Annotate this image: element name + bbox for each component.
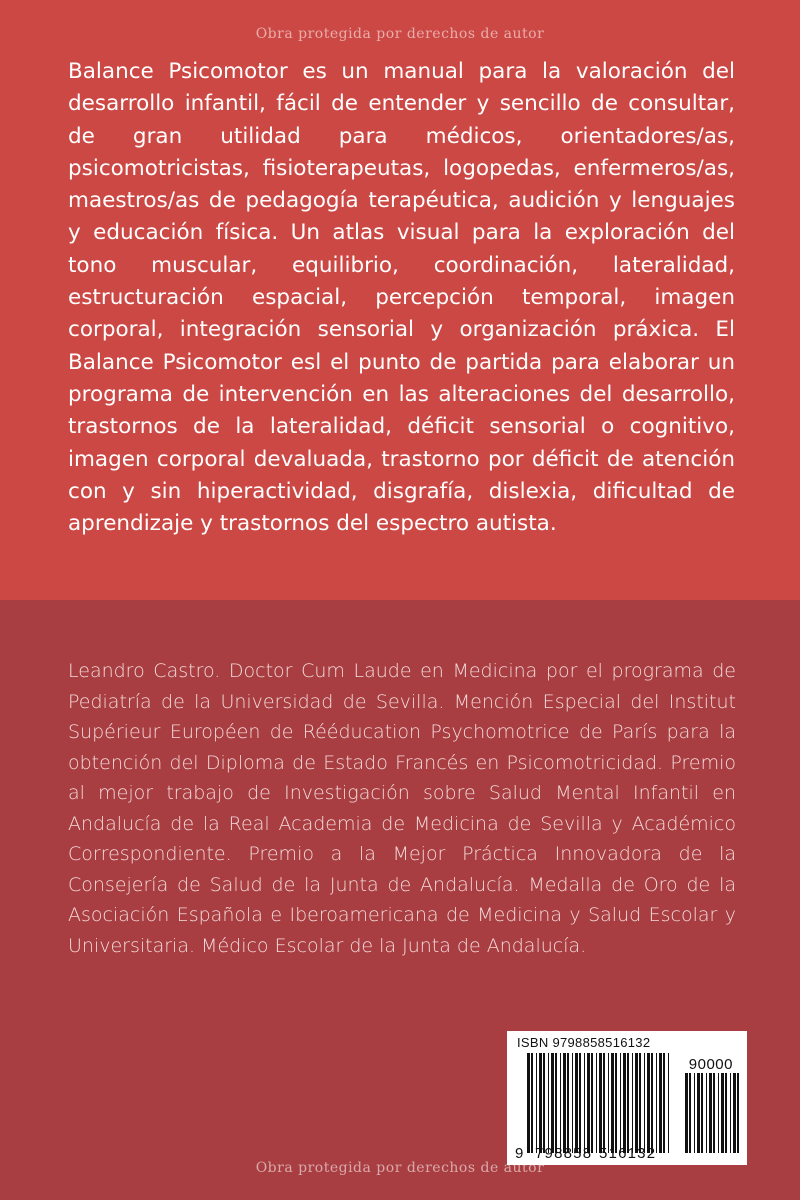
isbn-label: ISBN 9798858516132 <box>517 1035 651 1050</box>
barcode-digits-right: 516132 <box>599 1145 657 1162</box>
barcode-bar <box>701 1073 703 1153</box>
price-code: 90000 <box>688 1056 733 1073</box>
barcode-bar <box>635 1053 638 1153</box>
barcode-digit-first: 9 <box>515 1145 525 1162</box>
barcode-bar <box>647 1053 650 1153</box>
barcode-bar <box>599 1053 602 1153</box>
barcode-bar <box>644 1053 645 1153</box>
barcode-bar <box>706 1073 707 1153</box>
barcode-bar <box>572 1053 573 1153</box>
barcode-bar <box>737 1073 739 1153</box>
barcode-bar <box>615 1053 617 1153</box>
barcode-bar <box>555 1053 557 1153</box>
barcode-bar <box>608 1053 609 1153</box>
barcode-bar <box>539 1053 542 1153</box>
barcode-bar <box>651 1053 653 1153</box>
barcode-bar <box>668 1053 669 1153</box>
barcode-bar <box>620 1053 621 1153</box>
watermark-top: Obra protegida por derechos de autor <box>255 26 545 42</box>
barcode-bar <box>656 1053 657 1153</box>
barcode-bar <box>659 1053 662 1153</box>
barcode-bar <box>694 1073 695 1153</box>
barcode-bar <box>591 1053 593 1153</box>
barcode-bar <box>713 1073 715 1153</box>
barcode-bar <box>563 1053 566 1153</box>
barcode-bar <box>575 1053 578 1153</box>
barcode-bar <box>709 1073 712 1153</box>
barcode-bar <box>551 1053 554 1153</box>
author-biography: Leandro Castro. Doctor Cum Laude en Medicina por el programa de Pediatría de la Universidad de Sevilla. Mención Especial del Institut Supérieur Européen de Rééducation Psychomotrice de París para la obtención del Diploma de Estado Francés en Psicomotricidad. Premio al mejor trabajo de Investigación sobre Salud Mental Infantil en Andalucía de la Real Academia de Medicina de Sevilla y Académico Correspondiente. Premio a la Mejor Práctica Innovadora de la Consejería de Salud de la Junta de Andalucía. Medalla de Oro de la Asociación Española e Iberoamericana de Medicina y Salud Escolar y Universitaria. Médico Escolar de la Junta de Andalucía. <box>68 660 736 957</box>
barcode-bar <box>632 1053 633 1153</box>
barcode-bar <box>543 1053 545 1153</box>
barcode-bar <box>689 1073 691 1153</box>
barcode-bar <box>730 1073 731 1153</box>
isbn-barcode <box>507 1031 747 1165</box>
barcode-bar <box>663 1053 665 1153</box>
barcode-bar <box>536 1053 537 1153</box>
barcode-bar <box>725 1073 727 1153</box>
barcode-bar <box>627 1053 629 1153</box>
barcode-bar <box>531 1053 533 1153</box>
barcode-bar <box>527 1053 530 1153</box>
barcode-digits-left: 798858 <box>535 1145 593 1162</box>
barcode-bar <box>718 1073 719 1153</box>
barcode-bar <box>623 1053 626 1153</box>
barcode-bar <box>685 1073 688 1153</box>
barcode-bar <box>596 1053 597 1153</box>
barcode-bar <box>548 1053 549 1153</box>
barcode-bar <box>721 1073 724 1153</box>
watermark-bottom: Obra protegida por derechos de autor <box>255 1160 545 1176</box>
book-description: Balance Psicomotor es un manual para la valoración del desarrollo infantil, fácil de entender y sencillo de consultar, de gran utilidad para médicos, orientadores/as, psicomotricistas, fisioterapeutas, logopedas, enfermeros/as, maestros/as de pedagogía terapéutica, audición y lenguajes y educación física. Un atlas visual para la exploración del tono muscular, equilibrio, coordinación, lateralidad, estructuración espacial, percepción temporal, imagen corporal, integración sensorial y organización práxica. El Balance Psicomotor esl el punto de partida para elaborar un programa de intervención en las alteraciones del desarrollo, trastornos de la lateralidad, déficit sensorial o cognitivo, imagen corporal devaluada, trastorno por déficit de atención con y sin hiperactividad, disgrafía, dislexia, dificultad de aprendizaje y trastornos del espectro autista. <box>68 59 735 537</box>
barcode-bar <box>603 1053 605 1153</box>
barcode-bar <box>611 1053 614 1153</box>
barcode-bar <box>584 1053 585 1153</box>
barcode-bar <box>579 1053 581 1153</box>
barcode-bar <box>587 1053 590 1153</box>
barcode-bar <box>733 1073 736 1153</box>
barcode-bar <box>560 1053 561 1153</box>
barcode-bar <box>567 1053 569 1153</box>
barcode-bar <box>639 1053 641 1153</box>
barcode-bar <box>697 1073 700 1153</box>
